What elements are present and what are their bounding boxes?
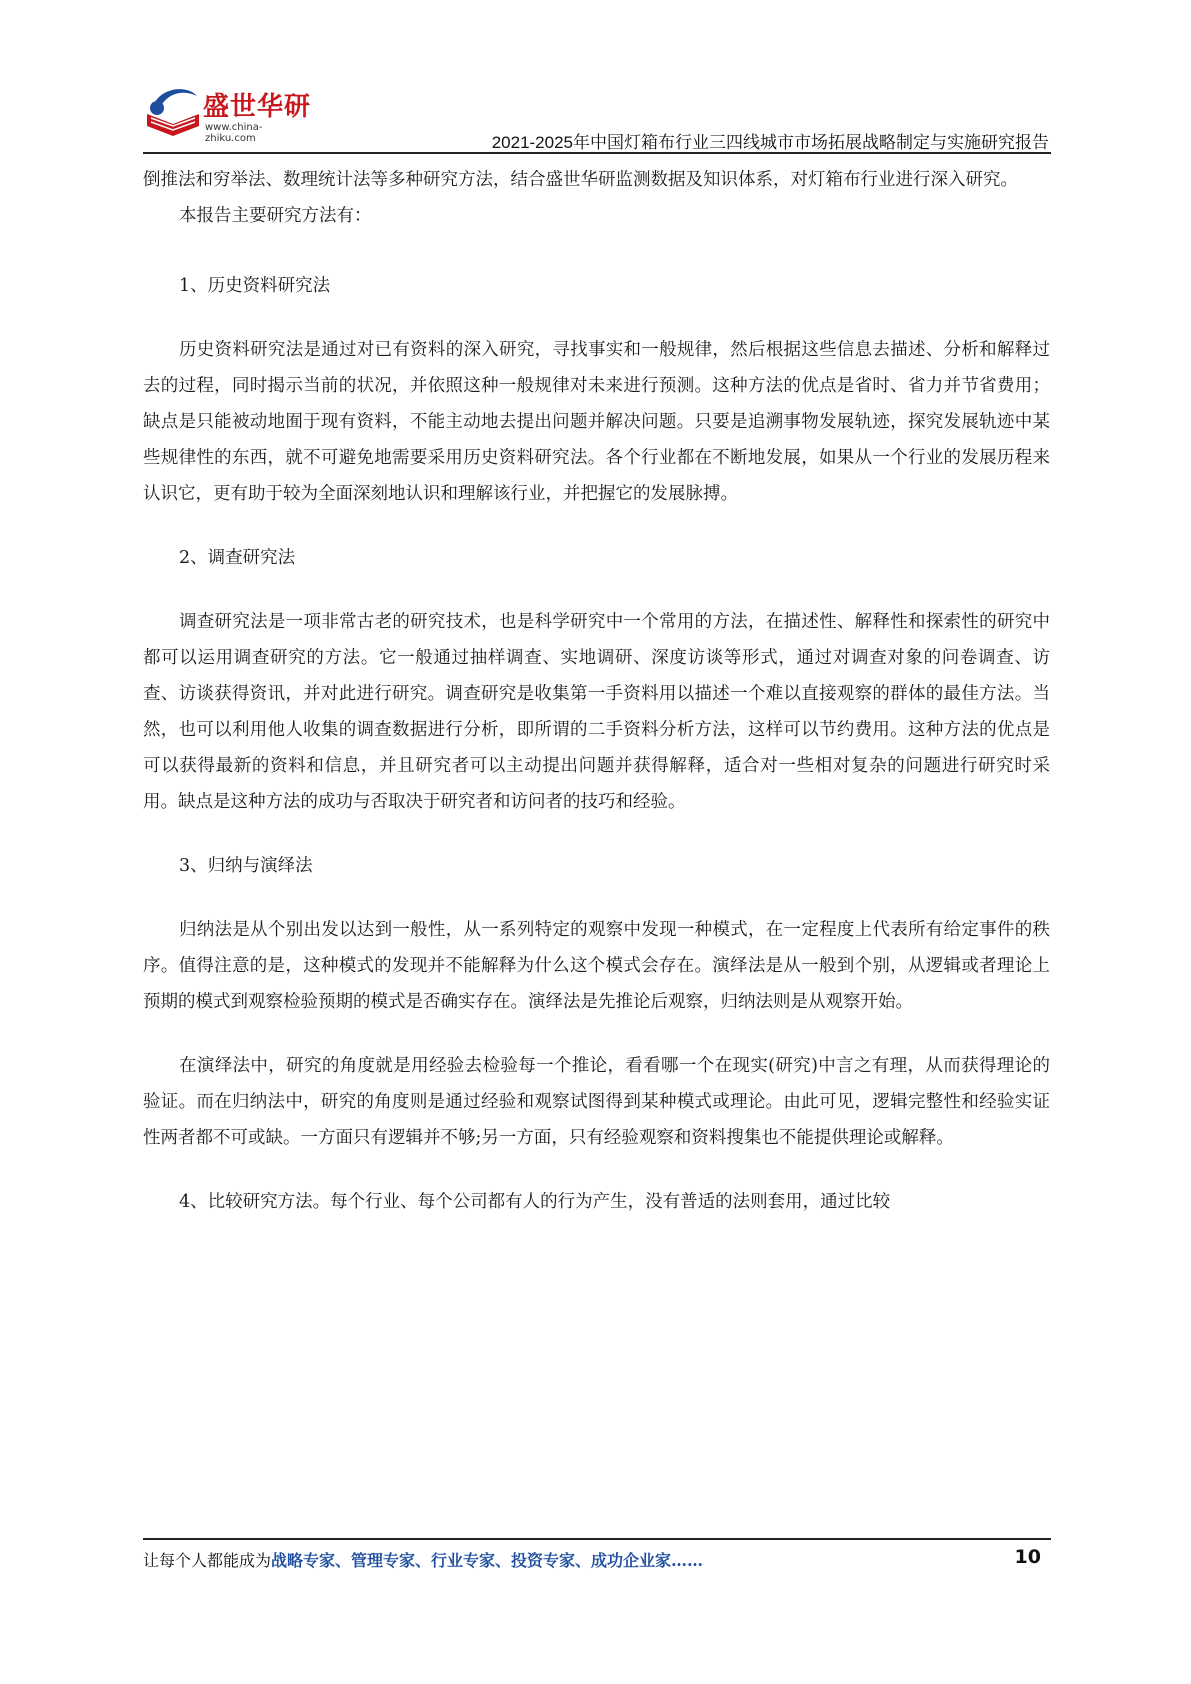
section-heading-1: 1、历史资料研究法 xyxy=(179,276,331,296)
slogan-roles: 战略专家、管理专家、行业专家、投资专家、成功企业家…… xyxy=(271,1551,704,1570)
company-logo xyxy=(143,80,313,142)
document-body xyxy=(143,162,1050,1220)
page-header xyxy=(143,80,1051,150)
logo-book-icon xyxy=(143,84,203,140)
paragraph-deduction: 在演绎法中，研究的角度就是用经验去检验每一个推论，看看哪一个在现实(研究)中言之有理，从而获得理论的验证。而在归纳法中，研究的角度则是通过经验和观察试图得到某种模式或理论。由此可见，逻辑完整性和经验实证性两者都不可或缺。一方面只有逻辑并不够;另一方面，只有经验观察和资料搜集也不能提供理论或解释。 xyxy=(143,1056,1050,1148)
section-heading-3: 3、归纳与演绎法 xyxy=(179,856,313,876)
footer-divider xyxy=(143,1538,1051,1540)
logo-url: www.china-zhiku.com xyxy=(205,122,263,144)
logo-text: 盛世华研 xyxy=(203,92,312,122)
methods-intro: 本报告主要研究方法有： xyxy=(179,206,372,226)
paragraph-induction: 归纳法是从个别出发以达到一般性，从一系列特定的观察中发现一种模式，在一定程度上代表所有给定事件的秩序。值得注意的是，这种模式的发现并不能解释为什么这个模式会存在。演绎法是从一般到个别，从逻辑或者理论上预期的模式到观察检验预期的模式是否确实存在。演绎法是先推论后观察，归纳法则是从观察开始。 xyxy=(143,920,1050,1012)
slogan-lead: 让每个人都能成为 xyxy=(143,1551,272,1570)
header-divider xyxy=(143,152,1051,154)
section-heading-2: 2、调查研究法 xyxy=(179,548,296,568)
paragraph-continued: 倒推法和穷举法、数理统计法等多种研究方法，结合盛世华研监测数据及知识体系，对灯箱布行业进行深入研究。 xyxy=(143,170,1018,190)
page-footer xyxy=(143,1546,1051,1576)
report-title: 2021-2025年中国灯箱布行业三四线城市市场拓展战略制定与实施研究报告 xyxy=(491,133,1049,152)
page-number: 10 xyxy=(1014,1546,1041,1568)
paragraph-historical: 历史资料研究法是通过对已有资料的深入研究，寻找事实和一般规律，然后根据这些信息去描述、分析和解释过去的过程，同时揭示当前的状况，并依照这种一般规律对未来进行预测。这种方法的优点是省时、省力并节省费用；缺点是只能被动地囿于现有资料，不能主动地去提出问题并解决问题。只要是追溯事物发展轨迹，探究发展轨迹中某些规律性的东西，就不可避免地需要采用历史资料研究法。各个行业都在不断地发展，如果从一个行业的发展历程来认识它，更有助于较为全面深刻地认识和理解该行业，并把握它的发展脉搏。 xyxy=(143,340,1050,504)
section-heading-4: 4、比较研究方法。每个行业、每个公司都有人的行为产生，没有普适的法则套用，通过比较 xyxy=(179,1192,891,1212)
footer-slogan xyxy=(143,1548,703,1571)
paragraph-survey: 调查研究法是一项非常古老的研究技术，也是科学研究中一个常用的方法，在描述性、解释性和探索性的研究中都可以运用调查研究的方法。它一般通过抽样调查、实地调研、深度访谈等形式，通过对调查对象的问卷调查、访查、访谈获得资讯，并对此进行研究。调查研究是收集第一手资料用以描述一个难以直接观察的群体的最佳方法。当然，也可以利用他人收集的调查数据进行分析，即所谓的二手资料分析方法，这样可以节约费用。这种方法的优点是可以获得最新的资料和信息，并且研究者可以主动提出问题并获得解释，适合对一些相对复杂的问题进行研究时采用。缺点是这种方法的成功与否取决于研究者和访问者的技巧和经验。 xyxy=(143,612,1050,812)
